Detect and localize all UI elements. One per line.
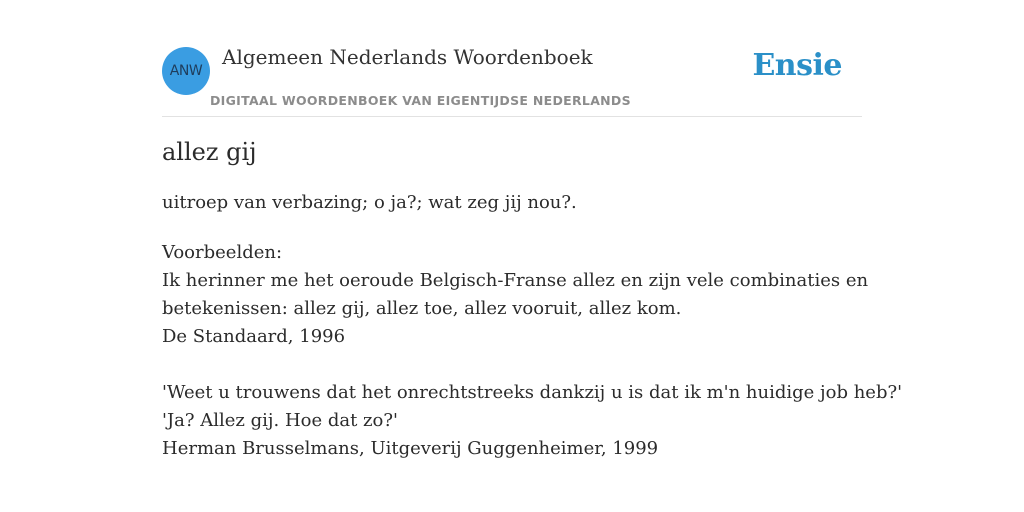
example-line: betekenissen: allez gij, allez toe, allez vooruit, allez kom. [162,298,682,319]
entry-word: allez gij [162,138,257,166]
examples-section [162,239,903,463]
example-line: Ik herinner me het oeroude Belgisch-Franse allez en zijn vele combinaties en [162,270,869,291]
site-subtitle: DIGITAAL WOORDENBOEK VAN EIGENTIJDSE NEDERLANDS [210,93,631,108]
entry-definition: uitroep van verbazing; o ja?; wat zeg jij nou?. [162,192,577,213]
example-spacer [162,351,862,379]
logo-text: ANW [169,63,203,79]
ensie-brand-logo[interactable]: Ensie [752,48,842,83]
examples-heading: Voorbeelden: [162,242,283,263]
example-line: 'Weet u trouwens dat het onrechtstreeks dankzij u is dat ik m'n huidige job heb?' [162,382,903,403]
anw-logo[interactable] [162,47,210,95]
example-source: De Standaard, 1996 [162,326,346,347]
example-line: 'Ja? Allez gij. Hoe dat zo?' [162,410,398,431]
example-source: Herman Brusselmans, Uitgeverij Guggenheimer, 1999 [162,438,659,459]
site-title[interactable]: Algemeen Nederlands Woordenboek [222,45,593,69]
header [162,0,862,117]
